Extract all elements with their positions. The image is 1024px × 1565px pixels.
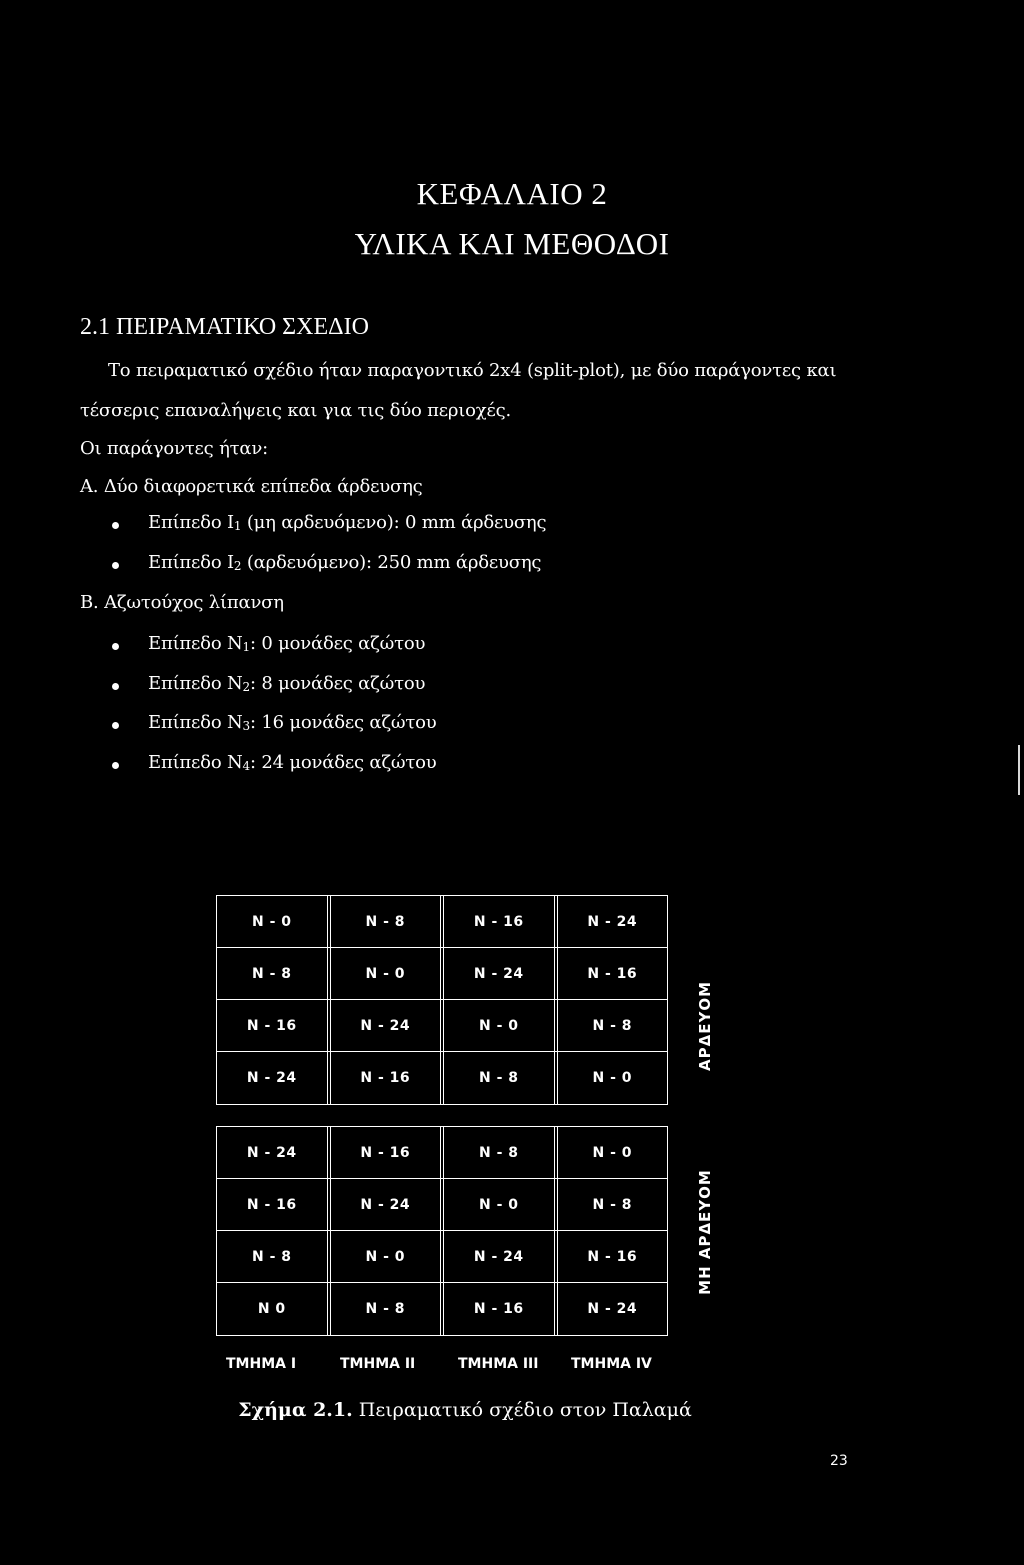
table-row — [217, 1179, 667, 1231]
bullet-icon — [112, 522, 119, 529]
plot-cell: N - 0 — [327, 1231, 441, 1282]
plot-cell: N - 8 — [251, 965, 292, 982]
plot-cell: N - 8 — [327, 1283, 441, 1335]
intro-paragraph-line-2: τέσσερις επαναλήψεις και για τις δύο περιοχές. — [80, 400, 512, 421]
table-row — [217, 948, 667, 1000]
plot-cell: N - 24 — [246, 1070, 297, 1086]
plot-cell: N - 16 — [246, 1017, 297, 1034]
table-row — [217, 1127, 667, 1179]
block-label-4: ΤΜΗΜΑ IV — [571, 1356, 652, 1372]
non-irrigated-plot-grid — [216, 1126, 668, 1336]
factor-a-item-1: Επίπεδο $I_1$ (μη αρδευόμενο): 0 mm άρδευσης — [148, 512, 547, 533]
plot-cell: N - 16 — [440, 896, 554, 947]
plot-cell: N - 8 — [251, 1248, 292, 1265]
section-heading: 2.1 ΠΕΙΡΑΜΑΤΙΚΟ ΣΧΕΔΙΟ — [80, 314, 369, 340]
factor-b-item-2: Επίπεδο $N_2$: 8 μονάδες αζώτου — [148, 673, 426, 694]
plot-cell: N - 16 — [554, 948, 668, 999]
bullet-icon — [112, 683, 119, 690]
irrigated-plot-grid — [216, 895, 668, 1105]
factor-a-item-2: Επίπεδο $I_2$ (αρδευόμενο): 250 mm άρδευσης — [148, 552, 542, 573]
table-row — [217, 896, 667, 948]
factors-intro: Οι παράγοντες ήταν: — [80, 438, 268, 459]
page-number: 23 — [830, 1453, 848, 1469]
factor-b-item-3: Επίπεδο $N_3$: 16 μονάδες αζώτου — [148, 712, 437, 733]
plot-cell: N - 0 — [440, 1000, 554, 1051]
plot-cell: N - 0 — [440, 1179, 554, 1230]
plot-cell: N - 24 — [554, 1283, 668, 1335]
block-label-3: ΤΜΗΜΑ III — [458, 1356, 539, 1372]
bullet-icon — [112, 643, 119, 650]
bullet-icon — [112, 562, 119, 569]
table-row — [217, 1231, 667, 1283]
irrigated-label: ΑΡΔΕΥΟΜ — [696, 981, 714, 1071]
plot-cell: N - 0 — [554, 1052, 668, 1104]
plot-cell: N - 24 — [554, 896, 668, 947]
factor-b-item-1: Επίπεδο $N_1$: 0 μονάδες αζώτου — [148, 633, 426, 654]
plot-cell: N - 16 — [327, 1127, 441, 1178]
block-label-1: ΤΜΗΜΑ I — [226, 1356, 297, 1372]
intro-paragraph-line-1: Το πειραματικό σχέδιο ήταν παραγοντικό 2x4 (split-plot), με δύο παράγοντες και — [108, 360, 837, 381]
plot-cell: N - 0 — [327, 948, 441, 999]
non-irrigated-label: ΜΗ ΑΡΔΕΥΟΜ — [696, 1169, 714, 1295]
plot-cell: N - 8 — [440, 1127, 554, 1178]
plot-cell: N - 8 — [554, 1000, 668, 1051]
chapter-subtitle: ΥΛΙΚΑ ΚΑΙ ΜΕΘΟΔΟΙ — [354, 226, 670, 261]
block-label-2: ΤΜΗΜΑ II — [340, 1356, 416, 1372]
plot-cell: N - 24 — [246, 1144, 297, 1161]
plot-cell: N - 24 — [327, 1179, 441, 1230]
plot-cell: N - 8 — [554, 1179, 668, 1230]
plot-cell: N - 0 — [554, 1127, 668, 1178]
plot-cell: N - 16 — [554, 1231, 668, 1282]
table-row — [217, 1000, 667, 1052]
plot-cell: N - 16 — [246, 1196, 297, 1213]
plot-cell: N - 0 — [251, 913, 292, 930]
plot-cell: N 0 — [257, 1301, 286, 1317]
plot-cell: N - 8 — [440, 1052, 554, 1104]
bullet-icon — [112, 762, 119, 769]
plot-cell: N - 24 — [440, 948, 554, 999]
bullet-icon — [112, 722, 119, 729]
factor-b-title: Β. Αζωτούχος λίπανση — [80, 592, 284, 613]
table-row — [217, 1052, 667, 1104]
factor-a-title: Α. Δύο διαφορετικά επίπεδα άρδευσης — [80, 476, 423, 497]
scan-edge-mark — [1018, 745, 1020, 795]
plot-cell: N - 24 — [440, 1231, 554, 1282]
plot-cell: N - 24 — [327, 1000, 441, 1051]
plot-cell: N - 16 — [440, 1283, 554, 1335]
table-row — [217, 1283, 667, 1335]
plot-cell: N - 8 — [327, 896, 441, 947]
figure-caption: Σχήμα 2.1. Πειραματικό σχέδιο στον Παλαμά — [238, 1399, 692, 1421]
factor-b-item-4: Επίπεδο $N_4$: 24 μονάδες αζώτου — [148, 752, 437, 773]
chapter-title: ΚΕΦΑΛΑΙΟ 2 — [416, 176, 608, 211]
plot-cell: N - 16 — [327, 1052, 441, 1104]
